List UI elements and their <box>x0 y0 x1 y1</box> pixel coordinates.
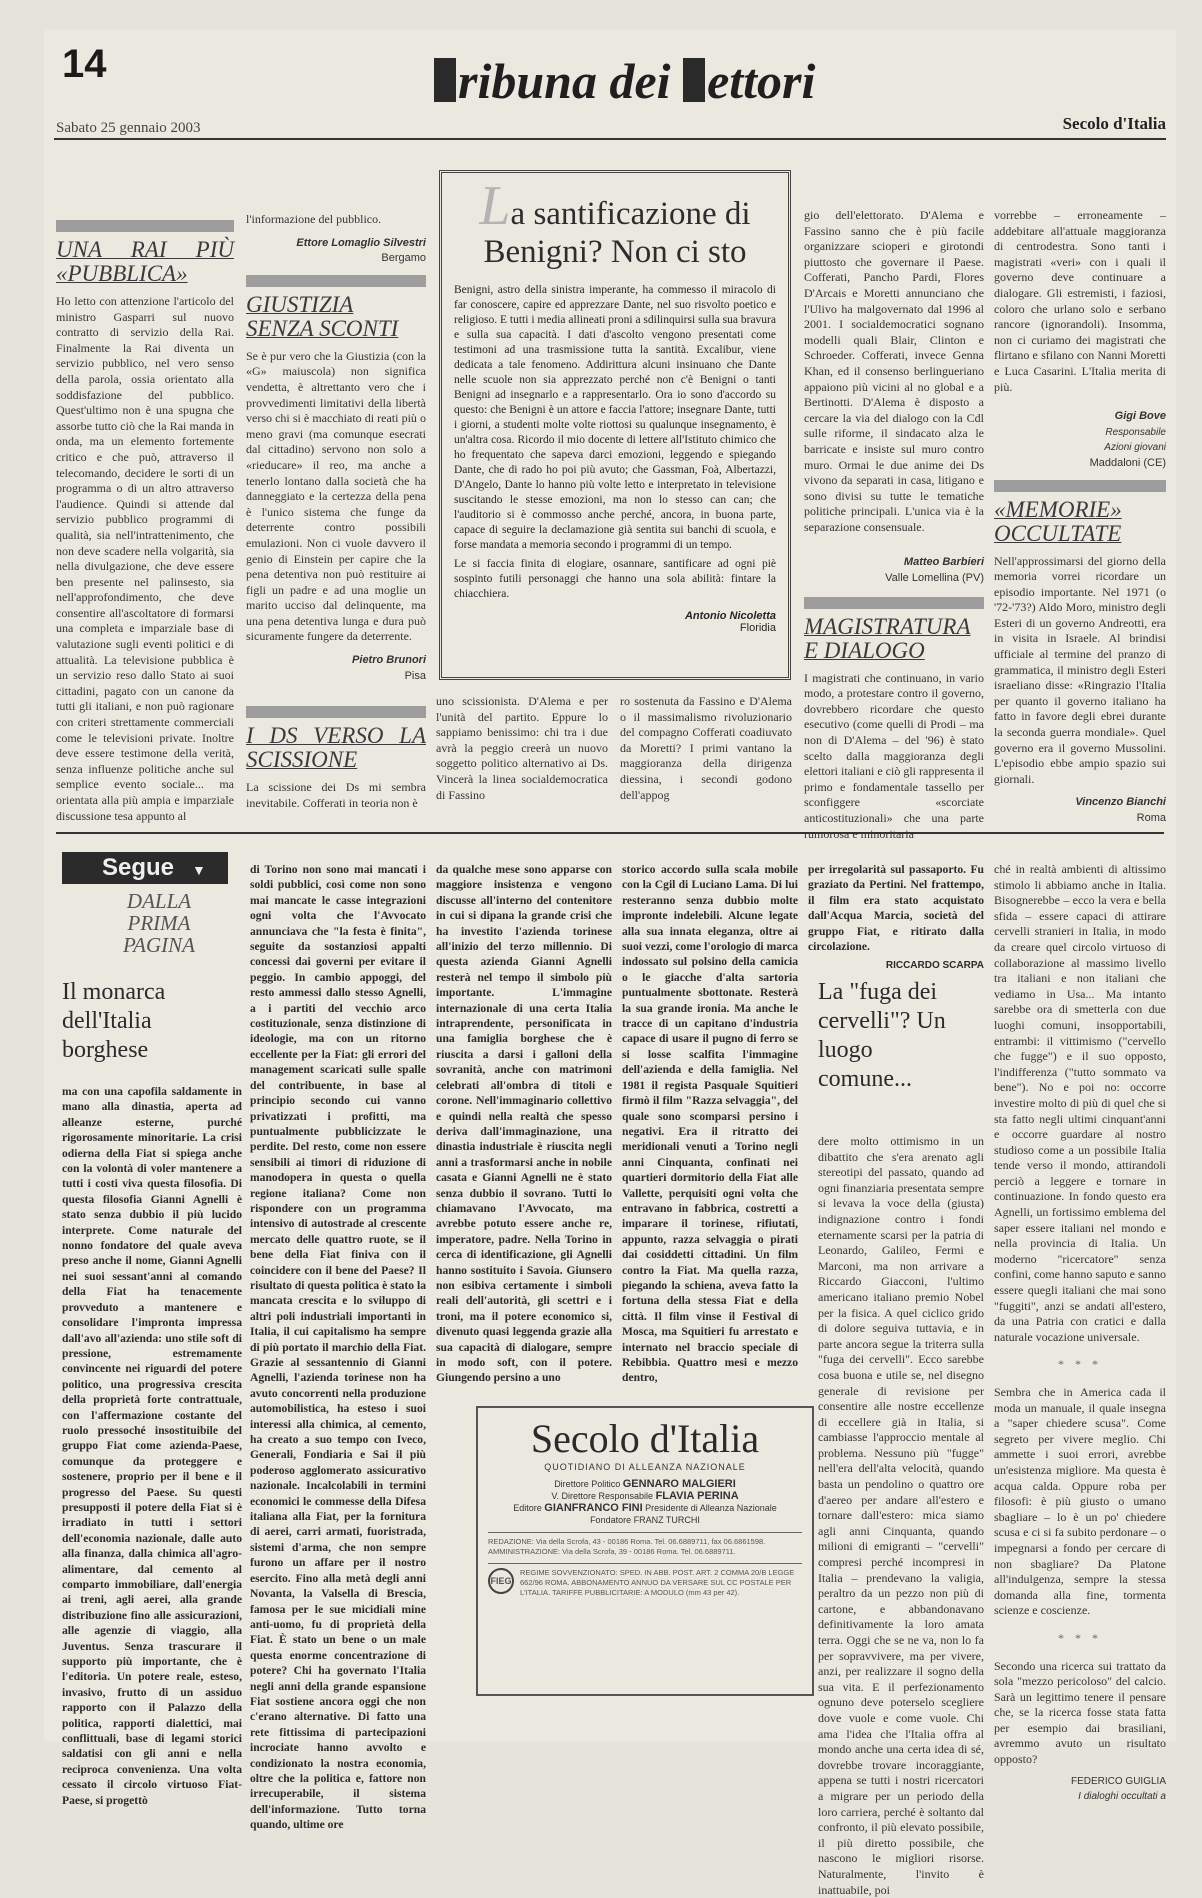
signature-name: Ettore Lomaglio Silvestri <box>296 236 426 249</box>
segue-label: Segue <box>102 854 175 881</box>
masthead-text-b: ettori <box>707 53 816 109</box>
letter-headline: MAGISTRATURA E DIALOGO <box>804 613 971 663</box>
signature-name: Gigi Bove <box>1114 410 1166 423</box>
colophon-role: V. Direttore Responsabile <box>551 1491 654 1501</box>
signature-place: Maddaloni (CE) <box>1089 456 1166 469</box>
signature-name: Vincenzo Bianchi <box>1075 796 1166 809</box>
colophon-role: Direttore Politico <box>554 1479 621 1489</box>
agnelli-column-4 <box>622 862 798 1396</box>
page-number: 14 <box>62 42 107 86</box>
signature-role: Responsabile <box>1105 426 1166 438</box>
brand-name: Secolo d'Italia <box>1062 114 1166 133</box>
colophon-subtitle: QUOTIDIANO DI ALLEANZA NAZIONALE <box>544 1462 746 1472</box>
signature-role: Azioni giovani <box>1104 442 1166 454</box>
newspaper-page <box>44 30 1176 1897</box>
headline-bar <box>994 480 1166 492</box>
letter-rai <box>56 220 234 826</box>
article-body: ma con una capofila saldamente in mano alla dinastia, aperta ad alleanze esterne, purché rigorosamente minoritarie. La crisi odierna della Fiat si spiega anche con la volontà di voler mantenere a tutti i costi viva questa filosofia. Di questa filosofia Gianni Agnelli è stato senza dubbio il più lucido interprete. Come naturale del nonno fondatore del quale aveva preso anche il nome, Gianni Agnelli nei suoi sessant'anni al comando della Fiat ha tenacemente provveduto a mantenere e consolidare l'impronta impressa dall'avo all'azienda: uno stile soft di pressione, estremamente convincente nei riguardi del potere politico, una progressiva crescita della proprietà forte contrattuale, con l'affermazione costante del ruolo pressoché insostituibile del gruppo Fiat come azienda-Paese, comunque da proteggere e sostenere, proprio per il bene e il progresso del Paese. Su questi presupposti il potere della Fiat si è irradiato in tutti i settori dell'economia nazionale, dalle auto alla finanza, dalla chimica all'agro-alimentare, dal cemento al comparto immobiliare, dall'energia ai treni, agli aerei, alla grande distribuzione fino alle assicurazioni, alle agenzie di viaggio, alla Juventus. Senza trascurare il supporto più importante, che è l'editoria. Un potere reale, esteso, invasivo, frutto di un assiduo rapporto con il Palazzo della politica, rapporti dialettici, mai conflittuali, base di legami storici saldatisi con gli anni e nella reciproca convenienza. Una volta cessato il circolo virtuoso Fiat-Paese, si progettò <box>62 1085 242 1807</box>
article-body: Secondo una ricerca sui trattato da sola "mezzo pericoloso" del calcio. Sarà un legittimo tenere il pensare che, se la ricerca fosse stata fatta per esempio dai brasiliani, avremmo avuto un risultato opposto? <box>994 1658 1166 1767</box>
article-body: di Torino non sono mai mancati i soldi pubblici, così come non sono mai mancate le casse integrazioni ogni volta che l'Avvocato annunciava che "la festa è finita", seguite da sostanziosi appalti concessi dai governi per evitare il peggio. In cambio appoggi, del resto ammessi dallo stesso Agnelli, a i partiti del vecchio arco costituzionale, senza distinzione di ideologie, ma con un ritorno eccellente per la Fiat: gli errori del management scaricati sulle spalle del contribuente, in base al principio secondo cui vanno privatizzati i profitti, ma puntualmente pubblicizzate le perdite. Del resto, come non essere sensibili ai timori di riduzione di manodopera in questa o quella regione italiana? Come non rispondere con un programma intensivo di autostrade al crescente mercato delle quattro ruote, se il bene della Fiat finiva con il coincidere con il bene del Paese? Il risultato di questa politica è stato la mancata crescita e lo sviluppo di altri poli industriali importanti in Italia, il cui capitalismo ha sempre di più portato il marchio della Fiat. Grazie al sessantennio di Gianni Agnelli, l'azienda torinese non ha avuto concorrenti nella produzione automobilistica, ha esteso i suoi interessi alla chimica, al cemento, ha creato a suo tempo con Iveco, Generali, Fondiaria e Sai il più poderoso agglomerato assicurativo nazionale. Incalcolabili in termini economici le commesse della Difesa italiana alla Fiat, per la fornitura di aerei, carri armati, fuoristrada, sistemi d'arma, che non sempre furono un affare per il nostro esercito. Fino alla metà degli anni Novanta, la Valsella di Brescia, famosa per le sue micidiali mine anti-uomo, fu di proprietà della Fiat. È stato un bene o un male questa enorme concentrazione di potere? Chi ha governato l'Italia negli anni della grande espansione Fiat sostiene ancora oggi che non c'erano alternative. Di fatto una rete fittissima di partecipazioni incrociate hanno avvolto e condizionato la nostra economia, oltre che la politica e, fattore non irrecuperabile, il sistema dell'informazione. Tutto torna quando, ultime ore <box>250 863 426 1832</box>
signature-place: Pisa <box>404 669 426 682</box>
article-body: storico accordo sulla scala mobile con la Cgil di Luciano Lama. Di lui resteranno senza dubbio molte impronte indelebili. Alcune legate alla sua innata eleganza, oltre ai suoi vezzi, come l'orologio di marca indossato sul polsino della camicia o le giacche d'alta sartoria puntualmente sbottonate. Resterà la sua grande ironia. Ma anche le tracce di un capitano d'industria capace di usare il pugno di ferro se si losse scalfita l'immagine dell'azienda e della famiglia. Nel 1981 il regista Pasquale Squitieri firmò il film "Razza selvaggia", del quale sono scomparsi persino i negativi. Era il ritratto dei meridionali venuti a Torino negli anni Cinquanta, confinati nei quartieri dormitorio della Fiat alle Vallette, perquisiti ogni volta che entravano in fabbrica, costretti a imparare il torinese, rifiutati, appunto, razza selvaggia o pirati dai cosiddetti cittadini. Un film contro la Fiat. Ma quella razza, piegando la schiena, aveva fatto la fortuna della stessa Fiat e della città. Il film vinse il Festival di Mosca, ma Squitieri fu arrestato e internato nel braccio speciale di Rebibbia. Quattro mesi e mezzo dentro, <box>622 863 798 1385</box>
fuga-column-1 <box>818 1134 984 1897</box>
letter-headline: «MEMORIE» OCCULTATE <box>994 496 1122 546</box>
article-paragraph: Le si faccia finita di elogiare, osannare, santificare ad ogni piè sospinto futili personaggi che hanno una sola abilità: fintare la chiacchiera. <box>454 558 776 600</box>
signature-name: Pietro Brunori <box>352 654 426 667</box>
signature-place: Roma <box>1136 812 1166 824</box>
article-body <box>454 283 776 602</box>
boxed-article-benigni <box>439 170 791 680</box>
masthead-text-a: ribuna dei <box>458 53 684 109</box>
letter-body-end: l'informazione del pubblico. <box>246 212 382 226</box>
agnelli-column-2 <box>250 862 426 1832</box>
headline-bar <box>246 706 426 718</box>
article-title-agnelli: Il monarca dell'Italia borghese <box>62 979 166 1063</box>
letter-body: uno scissionista. D'Alema e per l'unità del partito. Eppure lo sappiamo benissimo: chi tra i due avrà la peggio creerà un nuovo soggetto politico alternativo ai Ds. Vincerà la linea socialdemocratica di Fassino <box>436 694 608 802</box>
headline-bar <box>804 597 984 609</box>
colophon-line <box>488 1502 802 1514</box>
title-initial: L <box>479 175 511 237</box>
letter-headline: I DS VERSO LA SCISSIONE <box>246 723 426 773</box>
article-paragraph: Benigni, astro della sinistra imperante, ha commesso il miracolo di far conoscere, capire ed apprezzare Dante, nel suo risvolto poetico e religioso. E tutti i media allineati proni a sdilinquirsi sulla sua bravura e sulla sua capacità. I dati d'ascolto vengono presentati come testimoni ad una trasmissione tutta la santità. Excalibur, viene dedicata a tale fenomeno. Addirittura alcuni insinuano che Dante nelle scuole non sia apprezzato perché non c'è Benigni o tanti Benigni ad insegnarlo e a rappresentarlo. Ora io sono d'accordo su questo: che Benigni è un attore e faccia l'attore; insegnare Dante, tutti i giorni, a studenti molte volte riottosi su qualunque insegnamento, è un'altra cosa. Ricordo il mio docente di lettere all'Istituto chimico che ho frequentato che sapeva darci emozioni, leggendo e spiegando Dante, che di rado ho poi più avuto; che Gassman, Foà, Albertazzi, D'Angelo, Dante lo hanno più volte letto e interpretato in televisione suscitando le stesse emozioni, ma non lo stesso can can; che l'auditorio si è commosso anche perché, ancora, in buona parte, capace di seguire la declamazione già sentita sui banchi di scuola, e forse mandata a memoria secondo i programmi di un tempo. <box>454 284 776 551</box>
agnelli-column-5 <box>808 862 984 974</box>
signature-name: Matteo Barbieri <box>903 556 984 569</box>
colophon-person: GIANFRANCO FINI <box>544 1502 643 1514</box>
section-rule <box>56 832 1164 834</box>
masthead-block-l <box>683 58 705 102</box>
agnelli-column-1 <box>62 1084 242 1807</box>
section-masthead <box>434 52 854 122</box>
down-triangle-icon: ▼ <box>192 862 206 878</box>
fuga-column-2 <box>994 862 1166 1803</box>
letter-body: ro sostenuta da Fassino e D'Alema o il massimalismo rivoluzionario del compagno Cofferati coadiuvato da Moretti? I primi vantano la maggioranza della dirigenza diessina, i secondi godono dell'appog <box>620 694 792 802</box>
letters-column-2 <box>246 212 426 826</box>
colophon-box <box>476 1406 814 1696</box>
letter-continuation-b <box>620 694 792 826</box>
colophon-address: REDAZIONE: Via della Scrofa, 43 - 00186 Roma. Tel. 06.6889711, fax 06.6861598. AMMINISTRAZIONE: Via della Scrofa, 39 - 00186 Roma. Tel. 06.6889711. <box>488 1532 802 1557</box>
signature-place: Valle Lomellina (PV) <box>885 572 984 585</box>
colophon-logo: Secolo d'Italia <box>530 1416 760 1461</box>
colophon-line <box>488 1490 802 1502</box>
letter-body: vorrebbe – erroneamente – addebitare all'attuale maggioranza di centrodestra. Sono tanti i magistrati «veri» con i quali il governo deve continuare a dialogare. Gli estremisti, i faziosi, coloro che urlano solo e serbano rancore (ignorandoli). Insomma, non ci curiamo dei magistrati che flirtano e sfilano con Nanni Moretti e Luca Casarini. L'Italia merita di più. <box>994 208 1166 394</box>
colophon-person: GENNARO MALGIERI <box>622 1478 736 1490</box>
author-byline: RICCARDO SCARPA <box>885 960 984 972</box>
segue-banner <box>62 852 228 884</box>
headline-bar <box>246 275 426 287</box>
article-body: Sembra che in America cada il moda un manuale, il quale insegna a "saper chiedere scusa". Come segreto per vivere meglio. Chi ammette i suoi errori, avrebbe un'esistenza migliore. Ma questa è acqua calda. Oppure roba per filosofi: è più giusto o umano sbagliare – lo è un po' chiedere scusa e ci si fa subito perdonare – o impegnarsi a fondo per cercare di non sbagliare? Da Platone all'indulgenza, sempre la stessa domanda alla fine, tormenta scienze e coscienze. <box>994 1385 1166 1618</box>
dalla-prima-pagina: DALLA PRIMA PAGINA <box>123 889 195 957</box>
article-body: da qualche mese sono apparse con maggiore insistenza e vengono discusse all'interno del contenitore in cui si dipana la grande crisi che ha investito l'azienda torinese all'inizio del terzo millennio. Di questa azienda Gianni Agnelli resterà nel tempo il simbolo più importante. L'immagine internazionale di una certa Italia intraprendente, personificata in una famiglia borghese che è riuscita a darsi i galloni della sovranità, anche con matrimoni celebrati all'ombra di titoli e corone. Nell'immaginario collettivo e quindi nella realtà che spesso deriva dall'immaginazione, una dinastia industriale è riuscita negli anni a trasformarsi anche in nobile casata e Gianni Agnelli ne è stato senza dubbio il sovrano. Tutti lo chiamavano l'Avvocato, ma avrebbe potuto essere anche re, imperatore, padre. Nella Torino in cerca di identificazione, gli Agnelli hanno sostituito i Savoia. Giunsero non esibiva certamente i simboli reali dell'autorità, gli scettri e i troni, ma il potere economico si, divenuto quasi leggenda grazie alla sua capacità di dialogare, sempre in modo soft, con il potere. Giungendo persino a uno <box>436 863 612 1385</box>
header-rule <box>54 138 1166 140</box>
title-rest: a santificazione di Benigni? Non ci sto <box>483 196 751 270</box>
article-body: dere molto ottimismo in un dibattito che s'era arenato agli stereotipi del passato, quando ad ogni finanziaria presentata sempre si levava la voce della (giusta) indignazione contro i fondi eternamente scarsi per la patria di Leonardo, Galileo, Fermi e Marconi, ma non arrivare a Riccardo Giacconi, l'ultimo americano italiano premio Nobel per la fisica. A quel ciclico grido di dolore seguiva tuttavia, e in parte ancora segue la triterra sulla "fuga dei cervelli". Ecco sarebbe cosa buona e utile se, nel disegno generale di revisione per consentire alle nostre eccellenze di eccellere già in Italia, si cambiasse l'approccio mentale al problema. Nessuno più "fugge" nell'era dell'alta velocità, quando basta un pendolino o quattro ore d'aereo per andare all'estero e tornare dall'estero: mica siamo agli anni Cinquanta, quando milioni di emigranti – "cervelli" compresi perché incompresi in Italia – prendevano la valigia, peraltro da un pezzo non più di cartone, e abbandonavano definitivamente la loro amata terra. Oggi che se ne va, non lo fa per sopravvivere, ma per vivere, anzi, per realizzare il sogno della sua vita. E il perfezionamento ognuno deve poterselo scegliere dove vuole e come vuole. Chi ama l'idea che l'Italia offra al mondo anche una certa idea di sé, dovrebbe trovare incoraggiante, appena se tutti i nostri ricercatori a migrare per un periodo della loro carriera, perché è soltanto dal confronto, il più elevato possibile, il più diretto possibile, che nascono le migliori risorse. Naturalmente, l'invito è inattuabile, poi <box>818 1134 984 1897</box>
letter-body: La scissione dei Ds mi sembra inevitabile. Cofferati in teoria non è <box>246 780 426 810</box>
letter-headline: UNA RAI PIÙ «PUBBLICA» <box>56 237 234 286</box>
headline-bar <box>56 220 234 232</box>
letter-body: Se è pur vero che la Giustizia (con la «G» maiuscola) non significa vendetta, è altrettanto vero che i provvedimenti limitativi della libertà verso chi si è macchiato di reati più o meno gravi (ma comunque esecrati dal cittadino) servono non solo a «rieducare» il reo, ma anche a tenerlo lontano dalla società che ha danneggiato e la certezza della pena è l'unico sistema che funge da deterrente contro possibili emulazioni. Non ci vuole davvero il genio di Einstein per capire che la pena detentiva non può restituire ai figli un padre e ad una moglie un marito ucciso dal delinquente, ma una pena detentiva lunga e dura può sicuramente fungere da deterrente. <box>246 348 426 644</box>
letter-body: gio dell'elettorato. D'Alema e Fassino sanno che è più facile organizzare scioperi e girotondi piuttosto che governare il Paese. Cofferati, Pancho Pardi, Flores D'Arcais e Moretti annunciano che l'Ulivo ha malgovernato dal 1996 al 2001. I socialdemocratici sognano modelli quali Blair, Clinton e Schroeder. Cofferati, invece Genna Khan, ed il consenso berlingueriano appaiono più vicini al no global e a Bertinotti. D'Alema è disposto a cercare la via del dialogo con la Cdl sulle riforme, il sindacato alza le barricate e insiste sul muro contro muro. Ormai le due anime dei Ds vivono da separati in casa, litigano e sono divisi su tutte le tematiche politiche principali. L'unica via è la separazione consensuale. <box>804 208 984 534</box>
colophon-line: Fondatore FRANZ TURCHI <box>590 1515 700 1525</box>
author-byline: FEDERICO GUIGLIA <box>1070 1775 1166 1787</box>
signature-name: Antonio Nicoletta <box>684 610 776 622</box>
colophon-role: Presidente di Alleanza Nazionale <box>645 1503 777 1513</box>
signature-place: Bergamo <box>381 252 426 265</box>
section-separator: * * * <box>1058 1357 1102 1372</box>
letter-body: I magistrati che continuano, in vario modo, a protestare contro il governo, dovrebbero ricordare che questo esecutivo (come quelli di Prodi – ma non di D'Alema – del '96) è stato scelto dalla maggioranza degli elettori italiani e ciò gli rappresenta il primo e fondamentale tassello per sconfiggere «scorciate anticostituzionali» che una parte <box>804 670 984 825</box>
colophon-person: FLAVIA PERINA <box>655 1490 739 1502</box>
article-title-fuga: La "fuga dei cervelli"? Un luogo comune... <box>818 979 946 1092</box>
article-title <box>454 175 776 271</box>
letter-body: Ho letto con attenzione l'articolo del ministro Gasparri sul nuovo contratto di servizio della Rai. Finalmente la Rai diventa un servizio pubblico, nel vero senso della parola, ossia orientato alla soddisfazione del pubblico. Quest'ultimo non è una spugna che assorbe tutto ciò che la Rai manda in onda, ma un elemento fortemente critico e che può, attraverso il telecomando, decidere le sorti di un programma o di un altro attraverso l'audience. Quindi si attende dal servizio pubblico programmi di qualità, sia nell'intrattenimento, che non deve scadere nella volgarità, sia nella divulgazione, che deve essere ben presente nel palinsesto, sia nell'approfondimento, che deve consentire all'ascoltatore di formarsi una completa e imparziale base di valutazione sugli eventi politici e di attualità. La televisione pubblica è un servizio reso dallo Stato ai suoi cittadini, pagato con un canone da tutti gli italiani, e non può ragionare con criteri strettamente commerciali come le televisioni private. Inoltre deve essere testimone della verità, senza influenze politiche anche sul semplice evento sociale... ma orientata alla più ampia e imparziale discussione tesa appunto al <box>56 294 234 823</box>
masthead-block-t <box>434 58 456 102</box>
author-role: I dialoghi occultati a <box>1078 1791 1166 1803</box>
signature-place: Floridia <box>739 622 776 634</box>
colophon-subscription-text: REGIME SOVVENZIONATO: SPED. IN ABB. POST. ART. 2 COMMA 20/B LEGGE 662/96 ROMA. ABBONAMENTO ANNUO DA VERSARE SUL CC POSTALE PER L'ITALIA. TARIFFE PUBBLICITARIE: A MODULO (mm 43 per 42). <box>520 1568 795 1597</box>
letter-continuation-a <box>436 694 608 826</box>
fieg-logo: FIEG <box>488 1568 514 1594</box>
agnelli-column-3 <box>436 862 612 1396</box>
colophon-subscription <box>488 1563 802 1598</box>
issue-date: Sabato 25 gennaio 2003 <box>56 120 201 136</box>
letter-headline: GIUSTIZIA SENZA SCONTI <box>246 291 399 341</box>
colophon-role: Editore <box>513 1503 542 1513</box>
article-body: per irregolarità sul passaporto. Fu graziato da Pertini. Nel frattempo, il film era stato acquistato dall'Acqua Marcia, società del gruppo Fiat, e ritirato dalla circolazione. <box>808 863 984 954</box>
colophon-line <box>488 1478 802 1490</box>
letters-column-4 <box>804 208 984 826</box>
letter-body: Nell'approssimarsi del giorno della memoria vorrei ricordare un episodio importante. Nel 1971 (o '72-'73?) Aldo Moro, ministro degli Esteri di un governo Andreotti, era in visita in Israele. Al brindisi ufficiale al termine del pranzo di grammatica, il ministro degli Esteri israeliano disse: «Ringrazio l'Italia per quanto il governo italiano ha fatto in favore degli ebrei durante la seconda guerra mondiale». Quel governo era il governo Mussolini. L'episodio ebbe ampio spazio sui giornali. <box>994 553 1166 786</box>
article-body: ché in realtà ambienti di altissimo stimolo li abbiamo anche in Italia. Bisognerebbe – ecco la vera e bella sfida – essere capaci di attirare cervelli stranieri in Italia, in modo da creare quel circolo virtuoso di collaborazione al massimo livello tra italiani e non italiani che vediamo in Usa... Ma intanto sarebbe ora di smetterla con due luoghi comuni, insopportabili, entrambi: il vittimismo ("cervello che fugge") e il suo opposto, l'indifferenza ("tutto sommato va bene"). No e poi no: occorre investire molto di più di quel che si sta fatto negli ultimi cinquant'anni e occorre guardare al nostro studioso come a un possibile Italia tende verso il mondo, attirandoli perciò a leggere e tornare in continuazione. In fondo questo era Agnelli, un fortissimo emblema del saper essere italiani nel mondo e nella provincia di Italia. Un moderno "ricercatore" senza confini, come hanno saputo e sanno essere quegli italiani che mai sono "fuggiti", anzi se andati all'estero, da una Patria con cratici e dalla naturale vocazione universale. <box>994 862 1166 1344</box>
letters-column-5 <box>994 208 1166 826</box>
section-separator: * * * <box>1058 1630 1102 1645</box>
